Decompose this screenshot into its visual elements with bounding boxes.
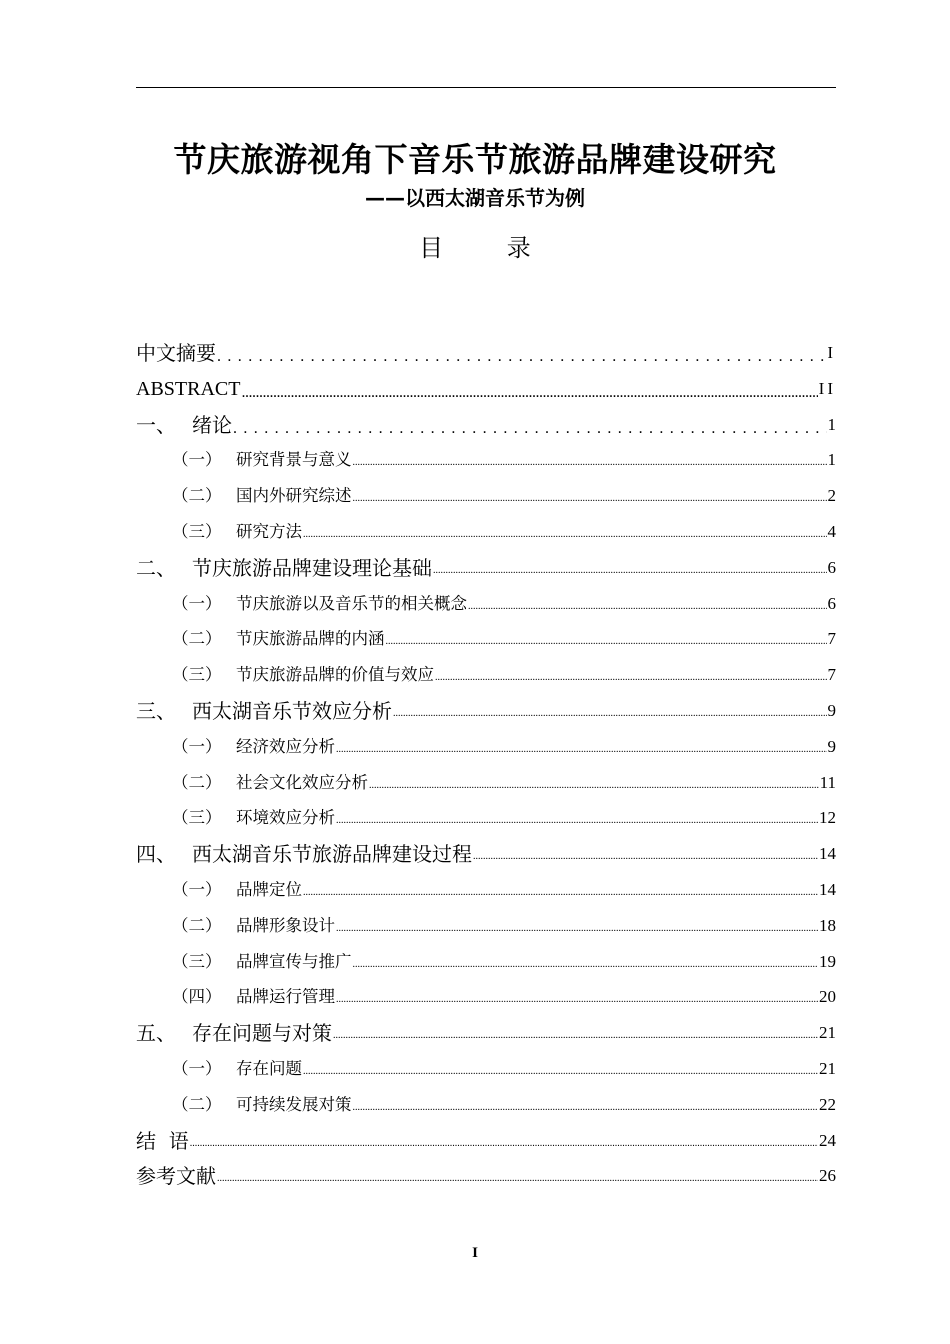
footer-page-number: I — [472, 1245, 478, 1261]
toc-dot-leader — [303, 1056, 818, 1082]
toc-page-number: 6 — [827, 557, 836, 577]
toc-entry-number: （一） — [172, 880, 222, 899]
toc-dot-leader — [468, 591, 827, 617]
toc-page-number: 21 — [819, 1023, 836, 1043]
toc-dot-leader — [217, 340, 826, 366]
header-rule — [136, 87, 836, 88]
toc-entry-number: （二） — [172, 1094, 222, 1114]
toc-dot-leader — [336, 984, 818, 1010]
toc-page-number: 11 — [819, 772, 836, 792]
toc-entry-number: （一） — [172, 1059, 222, 1078]
toc-dot-leader — [433, 555, 827, 581]
toc-chapter-entry[interactable] — [136, 555, 836, 581]
toc-entry-label: 西太湖音乐节效应分析 — [192, 699, 392, 723]
toc-section-entry[interactable] — [136, 984, 836, 1010]
toc-entry-number: （一） — [172, 593, 222, 613]
toc-dot-leader — [233, 412, 827, 438]
toc-chapter-entry[interactable] — [136, 698, 836, 724]
toc-dot-leader — [333, 1020, 818, 1046]
toc-entry-number: （三） — [172, 808, 222, 828]
toc-entry-label: 品牌运行管理 — [236, 987, 335, 1007]
toc-entry-label: 品牌形象设计 — [236, 915, 335, 935]
toc-dot-leader — [353, 949, 819, 975]
toc-section-entry[interactable] — [136, 483, 836, 509]
toc-entry-label: 品牌宣传与推广 — [236, 951, 352, 971]
toc-page-number: 22 — [819, 1094, 836, 1114]
toc-dot-leader — [241, 376, 817, 402]
toc-dot-leader — [435, 662, 827, 688]
toc-page-number: 19 — [819, 951, 836, 971]
toc-page-number: 9 — [827, 701, 836, 720]
toc-entry-number: （三） — [172, 951, 222, 971]
toc-dot-leader — [336, 913, 818, 939]
toc-page-number: 1 — [827, 450, 836, 470]
toc-page-number: 14 — [819, 844, 836, 864]
toc-entry-label: 品牌定位 — [236, 880, 302, 899]
toc-page-number: 9 — [827, 736, 836, 756]
toc-chapter-entry[interactable] — [136, 1020, 836, 1046]
toc-page-number: 7 — [827, 629, 836, 649]
toc-entry-number: （三） — [172, 522, 222, 541]
toc-page-number: II — [818, 378, 836, 398]
toc-dot-leader — [303, 877, 818, 903]
toc-entry-label: 结 语 — [136, 1128, 189, 1153]
toc-section-entry[interactable] — [136, 734, 836, 760]
toc-dot-leader — [190, 1128, 818, 1154]
toc-dot-leader — [353, 483, 827, 509]
toc-dot-leader — [393, 698, 827, 724]
toc-section-entry[interactable] — [136, 519, 836, 545]
toc-section-entry[interactable] — [136, 949, 836, 975]
toc-heading: 目 录 — [419, 234, 559, 262]
toc-entry-number: 三、 — [136, 699, 176, 723]
toc-entry-label: 参考文献 — [136, 1164, 216, 1189]
toc-section-entry[interactable] — [136, 913, 836, 939]
toc-entry-number: （三） — [172, 665, 222, 685]
toc-section-entry[interactable] — [136, 662, 836, 688]
toc-page-number: 26 — [819, 1166, 836, 1186]
document-subtitle: ——以西太湖音乐节为例 — [365, 186, 585, 210]
toc-entry-label: 研究背景与意义 — [236, 450, 352, 470]
toc-entry-label: 环境效应分析 — [236, 808, 335, 828]
toc-entry-label: 国内外研究综述 — [236, 486, 352, 506]
toc-page-number: 12 — [819, 808, 836, 828]
toc-page-number: 14 — [819, 880, 836, 899]
toc-entry-label: ABSTRACT — [136, 377, 241, 400]
toc-entry-label: 节庆旅游品牌的内涵 — [236, 629, 385, 649]
toc-section-entry[interactable] — [136, 805, 836, 831]
toc-entry-label: 中文摘要 — [136, 341, 216, 365]
toc-page-number: 6 — [827, 593, 836, 613]
toc-page-number: 20 — [819, 987, 836, 1007]
toc-page-number: 1 — [827, 414, 836, 434]
toc-entry-number: 一、 — [136, 412, 176, 437]
toc-chapter-entry[interactable] — [136, 1128, 836, 1154]
toc-page-number: 24 — [819, 1130, 836, 1150]
toc-entry-number: 四、 — [136, 842, 176, 867]
toc-chapter-entry[interactable] — [136, 841, 836, 867]
toc-entry-number: 五、 — [136, 1021, 176, 1046]
toc-page-number: 2 — [827, 486, 836, 506]
toc-dot-leader — [386, 626, 827, 652]
toc-page-number: 18 — [819, 915, 836, 935]
toc-entry-number: 二、 — [136, 555, 176, 580]
toc-section-entry[interactable] — [136, 770, 836, 796]
toc-entry-label: 绪论 — [192, 412, 232, 437]
toc-dot-leader — [353, 1092, 819, 1118]
toc-entry-label: 节庆旅游品牌的价值与效应 — [236, 665, 434, 685]
toc-dot-leader — [336, 805, 818, 831]
toc-section-entry[interactable] — [136, 1056, 836, 1082]
toc-entry-label: 存在问题 — [236, 1059, 302, 1078]
toc-entry-label: 存在问题与对策 — [192, 1021, 332, 1046]
toc-dot-leader — [353, 447, 827, 473]
toc-chapter-entry[interactable] — [136, 376, 836, 402]
toc-entry-number: （二） — [172, 915, 222, 935]
toc-entry-label: 西太湖音乐节旅游品牌建设过程 — [192, 842, 472, 867]
toc-page-number: 4 — [827, 522, 836, 541]
toc-section-entry[interactable] — [136, 626, 836, 652]
toc-page-number: 21 — [819, 1059, 836, 1078]
toc-section-entry[interactable] — [136, 877, 836, 903]
document-title: 节庆旅游视角下音乐节旅游品牌建设研究 — [173, 140, 777, 179]
toc-entry-number: （四） — [172, 987, 222, 1007]
toc-section-entry[interactable] — [136, 447, 836, 473]
toc-entry-label: 可持续发展对策 — [236, 1094, 352, 1114]
toc-page-number: I — [827, 343, 836, 362]
toc-dot-leader — [336, 734, 827, 760]
toc-entry-number: （二） — [172, 772, 222, 792]
toc-entry-number: （二） — [172, 486, 222, 506]
toc-entry-number: （一） — [172, 450, 222, 470]
toc-dot-leader — [217, 1163, 818, 1189]
toc-entry-label: 节庆旅游以及音乐节的相关概念 — [236, 593, 467, 613]
toc-entry-label: 经济效应分析 — [236, 736, 335, 756]
toc-section-entry[interactable] — [136, 1092, 836, 1118]
toc-dot-leader — [303, 519, 827, 545]
toc-dot-leader — [473, 841, 818, 867]
toc-section-entry[interactable] — [136, 591, 836, 617]
toc-entry-label: 节庆旅游品牌建设理论基础 — [192, 555, 432, 580]
toc-chapter-entry[interactable] — [136, 1163, 836, 1189]
toc-dot-leader — [369, 770, 819, 796]
toc-chapter-entry[interactable] — [136, 412, 836, 438]
toc-entry-number: （二） — [172, 629, 222, 649]
toc-entry-label: 研究方法 — [236, 522, 302, 541]
toc-chapter-entry[interactable] — [136, 340, 836, 366]
toc-entry-number: （一） — [172, 736, 222, 756]
toc-entry-label: 社会文化效应分析 — [236, 772, 368, 792]
toc-page-number: 7 — [827, 665, 836, 685]
